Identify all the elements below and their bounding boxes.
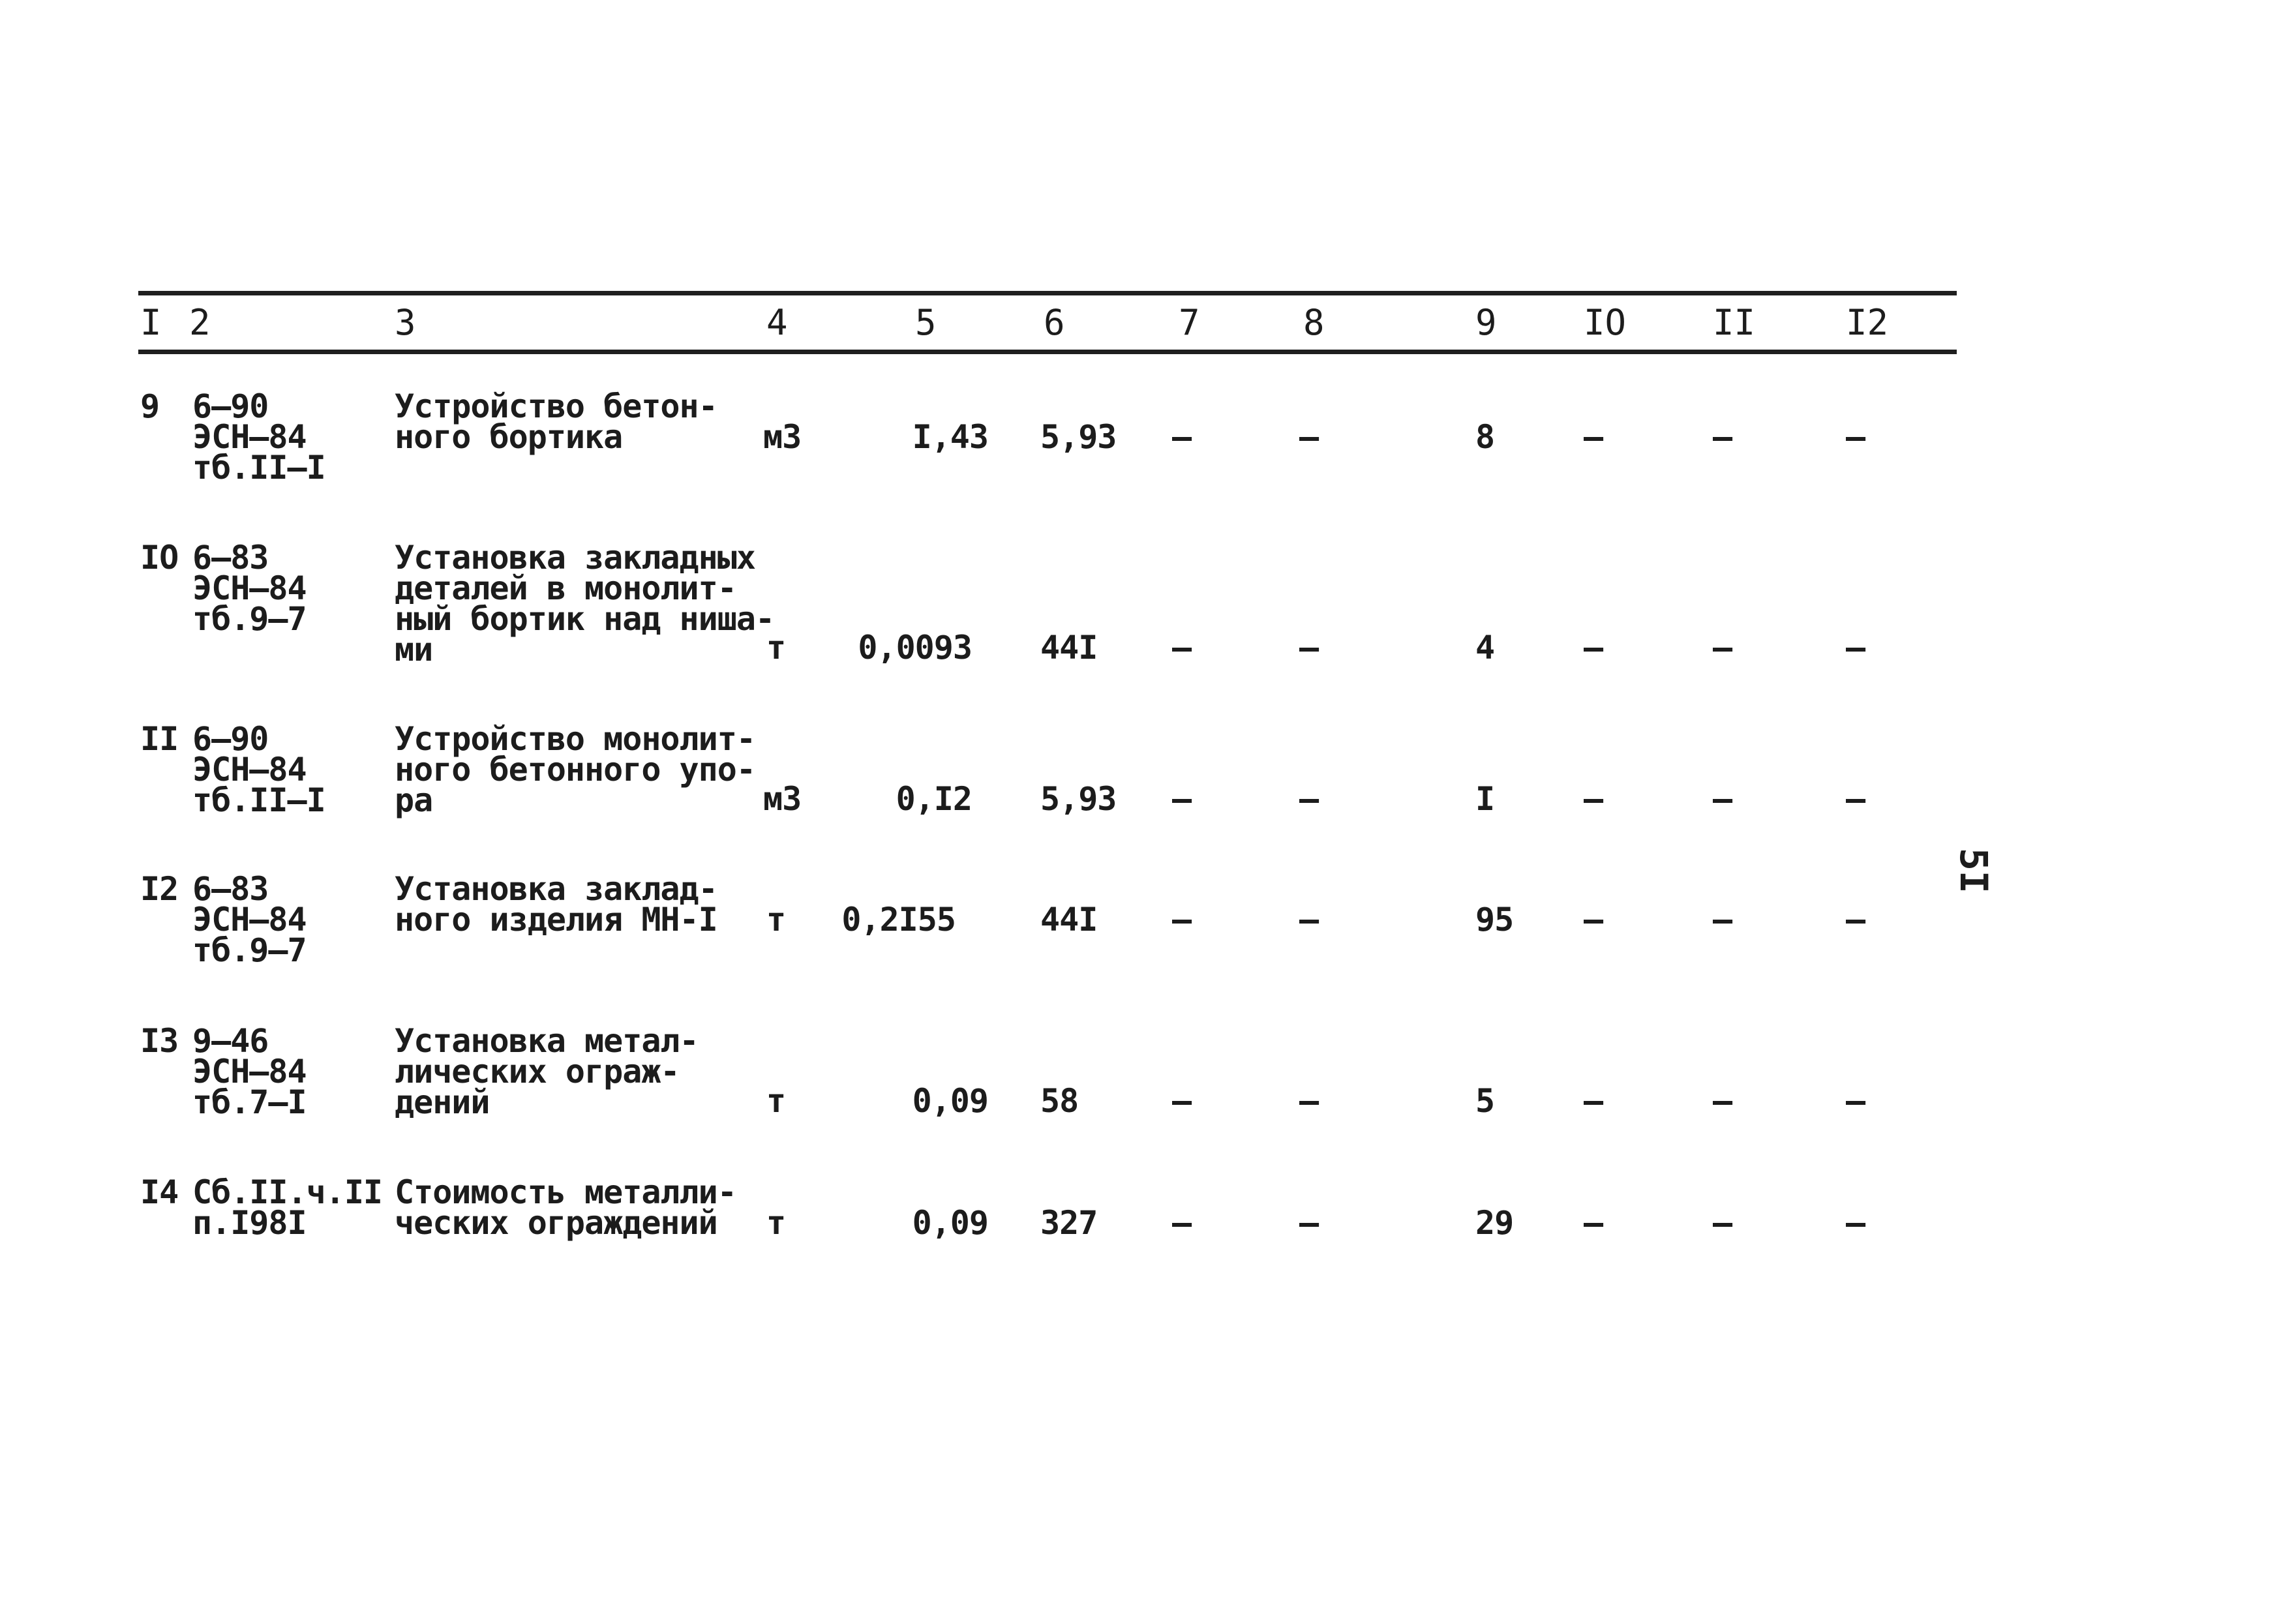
quantity: 0,0093 bbox=[858, 629, 972, 667]
unit: т bbox=[766, 1082, 786, 1120]
work-description: Установка закладных деталей в монолит- ный бортик над ниша- ми bbox=[395, 539, 775, 669]
col-12-value: – bbox=[1846, 629, 1865, 667]
col-10-value: – bbox=[1584, 1082, 1603, 1120]
col-7-value: – bbox=[1172, 901, 1192, 939]
unit-price: 58 bbox=[1040, 1082, 1079, 1120]
header-col-2: 2 bbox=[189, 302, 211, 343]
work-description: Стоимость металли- ческих ограждений bbox=[395, 1173, 736, 1242]
norm-code: Сб.II.ч.II п.I98I bbox=[192, 1173, 383, 1242]
unit-price: 44I bbox=[1040, 629, 1098, 667]
col-9-value: 4 bbox=[1475, 629, 1495, 667]
header-col-6: 6 bbox=[1044, 302, 1065, 343]
col-8-value: – bbox=[1299, 901, 1319, 939]
unit-price: 5,93 bbox=[1040, 780, 1117, 818]
col-9-value: 95 bbox=[1475, 901, 1514, 939]
norm-code: 9–46 ЭСН–84 тб.7–I bbox=[192, 1022, 307, 1121]
header-col-10: IO bbox=[1584, 302, 1627, 343]
row-number: II bbox=[140, 720, 179, 758]
col-10-value: – bbox=[1584, 901, 1603, 939]
work-description: Установка заклад- ного изделия МН-I bbox=[395, 870, 717, 939]
norm-code: 6–90 ЭСН–84 тб.II–I bbox=[192, 387, 325, 487]
header-col-8: 8 bbox=[1303, 302, 1325, 343]
row-number: 9 bbox=[140, 387, 160, 425]
col-7-value: – bbox=[1172, 629, 1192, 667]
row-number: IO bbox=[140, 539, 179, 577]
norm-code: 6–90 ЭСН–84 тб.II–I bbox=[192, 720, 325, 819]
col-11-value: – bbox=[1713, 901, 1732, 939]
row-number: I2 bbox=[140, 870, 179, 908]
col-11-value: – bbox=[1713, 780, 1732, 818]
header-col-7: 7 bbox=[1179, 302, 1200, 343]
unit: т bbox=[766, 901, 786, 939]
col-12-value: – bbox=[1846, 1082, 1865, 1120]
col-12-value: – bbox=[1846, 780, 1865, 818]
header-col-11: II bbox=[1713, 302, 1756, 343]
col-8-value: – bbox=[1299, 780, 1319, 818]
work-description: Установка метал- лических ограж- дений bbox=[395, 1022, 699, 1121]
header-bottom-rule bbox=[138, 350, 1957, 354]
col-8-value: – bbox=[1299, 629, 1319, 667]
row-number: I4 bbox=[140, 1173, 179, 1211]
col-8-value: – bbox=[1299, 418, 1319, 456]
col-12-value: – bbox=[1846, 1204, 1865, 1242]
col-9-value: 29 bbox=[1475, 1204, 1514, 1242]
col-7-value: – bbox=[1172, 1082, 1192, 1120]
quantity: 0,09 bbox=[912, 1082, 988, 1120]
header-col-12: I2 bbox=[1846, 302, 1889, 343]
col-7-value: – bbox=[1172, 1204, 1192, 1242]
col-9-value: I bbox=[1475, 780, 1495, 818]
col-7-value: – bbox=[1172, 418, 1192, 456]
work-description: Устройство монолит- ного бетонного упо- ра bbox=[395, 720, 755, 819]
norm-code: 6–83 ЭСН–84 тб.9–7 bbox=[192, 870, 307, 969]
col-7-value: – bbox=[1172, 780, 1192, 818]
header-col-9: 9 bbox=[1475, 302, 1497, 343]
col-10-value: – bbox=[1584, 1204, 1603, 1242]
unit-price: 327 bbox=[1040, 1204, 1098, 1242]
col-10-value: – bbox=[1584, 629, 1603, 667]
col-8-value: – bbox=[1299, 1082, 1319, 1120]
table-top-rule bbox=[138, 291, 1957, 295]
col-9-value: 5 bbox=[1475, 1082, 1495, 1120]
col-11-value: – bbox=[1713, 629, 1732, 667]
col-9-value: 8 bbox=[1475, 418, 1495, 456]
col-8-value: – bbox=[1299, 1204, 1319, 1242]
col-11-value: – bbox=[1713, 1204, 1732, 1242]
col-11-value: – bbox=[1713, 418, 1732, 456]
unit: м3 bbox=[763, 780, 802, 818]
norm-code: 6–83 ЭСН–84 тб.9–7 bbox=[192, 539, 307, 638]
work-description: Устройство бетон- ного бортика bbox=[395, 387, 717, 456]
unit: т bbox=[766, 629, 786, 667]
header-col-4: 4 bbox=[766, 302, 788, 343]
quantity: I,43 bbox=[912, 418, 988, 456]
unit: т bbox=[766, 1204, 786, 1242]
col-12-value: – bbox=[1846, 418, 1865, 456]
row-number: I3 bbox=[140, 1022, 179, 1060]
col-10-value: – bbox=[1584, 418, 1603, 456]
unit-price: 5,93 bbox=[1040, 418, 1117, 456]
quantity: 0,09 bbox=[912, 1204, 988, 1242]
header-col-3: 3 bbox=[395, 302, 416, 343]
unit: м3 bbox=[763, 418, 802, 456]
quantity: 0,2I55 bbox=[841, 901, 956, 939]
header-col-1: I bbox=[140, 302, 162, 343]
col-12-value: – bbox=[1846, 901, 1865, 939]
header-col-5: 5 bbox=[915, 302, 937, 343]
page-number: 5I bbox=[1952, 848, 1996, 894]
col-10-value: – bbox=[1584, 780, 1603, 818]
col-11-value: – bbox=[1713, 1082, 1732, 1120]
unit-price: 44I bbox=[1040, 901, 1098, 939]
quantity: 0,I2 bbox=[896, 780, 972, 818]
